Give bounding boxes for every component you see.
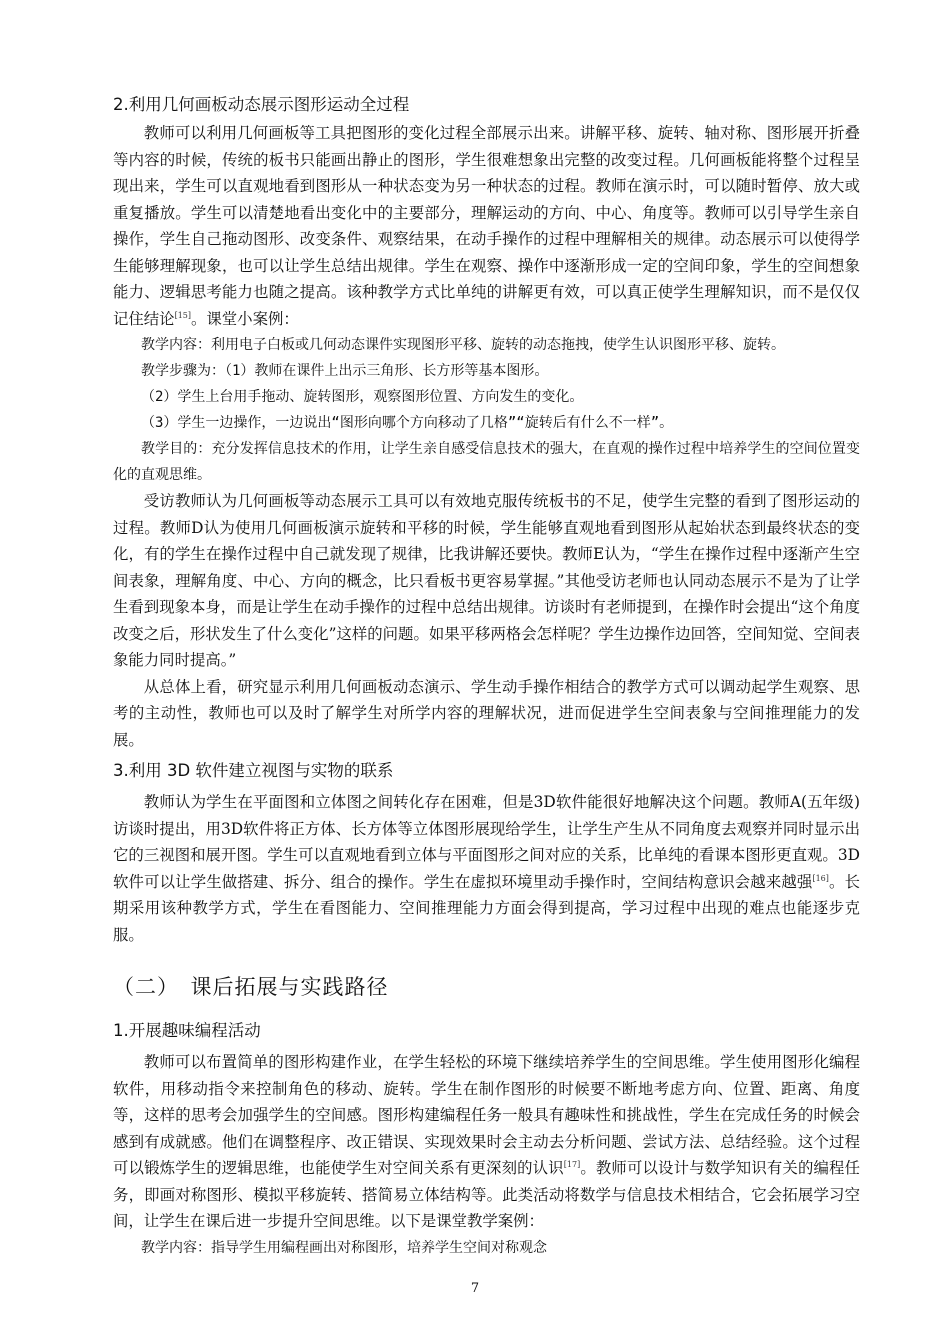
paragraph	[113, 120, 860, 332]
citation-ref: [16]	[812, 873, 829, 883]
paragraph-text: 教师可以利用几何画板等工具把图形的变化过程全部展示出来。讲解平移、旋转、轴对称、图形展开折叠等内容的时候，传统的板书只能画出静止的图形，学生很难想象出完整的改变过程。几何画板能将整个过程呈现出来，学生可以直观地看到图形从一种状态变为另一种状态的过程。教师在演示时，可以随时暂停、放大或重复播放。学生可以清楚地看出变化中的主要部分，理解运动的方向、中心、角度等。教师可以引导学生亲自操作，学生自己拖动图形、改变条件、观察结果，在动手操作的过程中理解相关的规律。动态展示可以使得学生能够理解现象，也可以让学生总结出规律。学生在观察、操作中逐渐形成一定的空间印象，学生的空间想象能力、逻辑思考能力也随之提高。该种教学方式比单纯的讲解更有效，可以真正使学生理解知识，而不是仅仅记住结论	[113, 124, 860, 328]
case-teaching-step-3: （3）学生一边操作，一边说出“图形向哪个方向移动了几格”“旋转后有什么不一样”。	[141, 415, 674, 431]
part-heading-after-class: （二） 课后拓展与实践路径	[113, 975, 389, 999]
case-teaching-step-1: 教学步骤为：（1）教师在课件上出示三角形、长方形等基本图形。	[141, 363, 549, 379]
paragraph	[113, 789, 860, 948]
case-teaching-step-2: （2）学生上台用手拖动、旋转图形，观察图形位置、方向发生的变化。	[141, 389, 584, 405]
paragraph-text-tail: 。教师可以设计与数学知识有关的编程任务，即画对称图形、模拟平移旋转、搭简易立体结构等。此类活动将数学与信息技术相结合，它会拓展学习空间，让学生在课后进一步提升空间思维。以下是课堂教学案例：	[113, 1159, 860, 1230]
paragraph	[113, 1049, 860, 1235]
paragraph-text-tail: 。长期采用该种教学方式，学生在看图能力、空间推理能力方面会得到提高，学习过程中出现的难点也能逐步克服。	[113, 872, 860, 944]
paragraph-text-tail: 。课堂小案例：	[191, 309, 299, 328]
case-teaching-content: 教学内容：利用电子白板或几何动态课件实现图形平移、旋转的动态拖拽，使学生认识图形平移、旋转。	[141, 337, 785, 353]
paragraph: 从总体上看，研究显示利用几何画板动态演示、学生动手操作相结合的教学方式可以调动起学生观察、思考的主动性，教师也可以及时了解学生对所学内容的理解状况，进而促进学生空间表象与空间推理能力的发展。	[113, 677, 860, 749]
paragraph: 受访教师认为几何画板等动态展示工具可以有效地克服传统板书的不足，使学生完整的看到了图形运动的过程。教师D认为使用几何画板演示旋转和平移的时候，学生能够直观地看到图形从起始状态到最终状态的变化，有的学生在操作过程中自己就发现了规律，比我讲解还要快。教师E认为，“学生在操作过程中逐渐产生空间表象，理解角度、中心、方向的概念，比只看板书更容易掌握。”其他受访老师也认同动态展示不是为了让学生看到现象本身，而是让学生在动手操作的过程中总结出规律。访谈时有老师提到，在操作时会提出“这个角度改变之后，形状发生了什么变化”这样的问题。如果平移两格会怎样呢？学生边操作边回答，空间知觉、空间表象能力同时提高。”	[113, 492, 860, 669]
citation-ref: [15]	[174, 310, 191, 320]
section-heading-3d-software: 3.利用 3D 软件建立视图与实物的联系	[113, 761, 394, 780]
paragraph-text: 教师可以布置简单的图形构建作业，在学生轻松的环境下继续培养学生的空间思维。学生使用图形化编程软件，用移动指令来控制角色的移动、旋转。学生在制作图形的时候要不断地考虑方向、位置、距离、角度等，这样的思考会加强学生的空间感。图形构建编程任务一般具有趣味性和挑战性，学生在完成任务的时候会感到有成就感。他们在调整程序、改正错误、实现效果时会主动去分析问题、尝试方法、总结经验。这个过程可以锻炼学生的逻辑思维，也能使学生对空间关系有更深刻的认识	[113, 1053, 860, 1177]
section-heading-dynamic-geometry: 2.利用几何画板动态展示图形运动全过程	[113, 95, 410, 114]
page-number: 7	[470, 1281, 480, 1296]
citation-ref: [17]	[563, 1160, 581, 1169]
page-body	[113, 90, 860, 1261]
case-teaching-goal: 教学目的：充分发挥信息技术的作用，让学生亲自感受信息技术的强大，在直观的操作过程中培养学生的空间位置变化的直观思维。	[113, 441, 860, 483]
section-heading-programming: 1.开展趣味编程活动	[113, 1021, 261, 1040]
case-teaching-content: 教学内容：指导学生用编程画出对称图形，培养学生空间对称观念	[141, 1239, 547, 1256]
paragraph-text: 教师认为学生在平面图和立体图之间转化存在困难，但是3D软件能很好地解决这个问题。教师A(五年级)访谈时提出，用3D软件将正方体、长方体等立体图形展现给学生，让学生产生从不同角度去观察并同时显示出它的三视图和展开图。学生可以直观地看到立体与平面图形之间对应的关系，比单纯的看课本图形更直观。3D软件可以让学生做搭建、拆分、组合的操作。学生在虚拟环境里动手操作时，空间结构意识会越来越强	[113, 793, 860, 891]
